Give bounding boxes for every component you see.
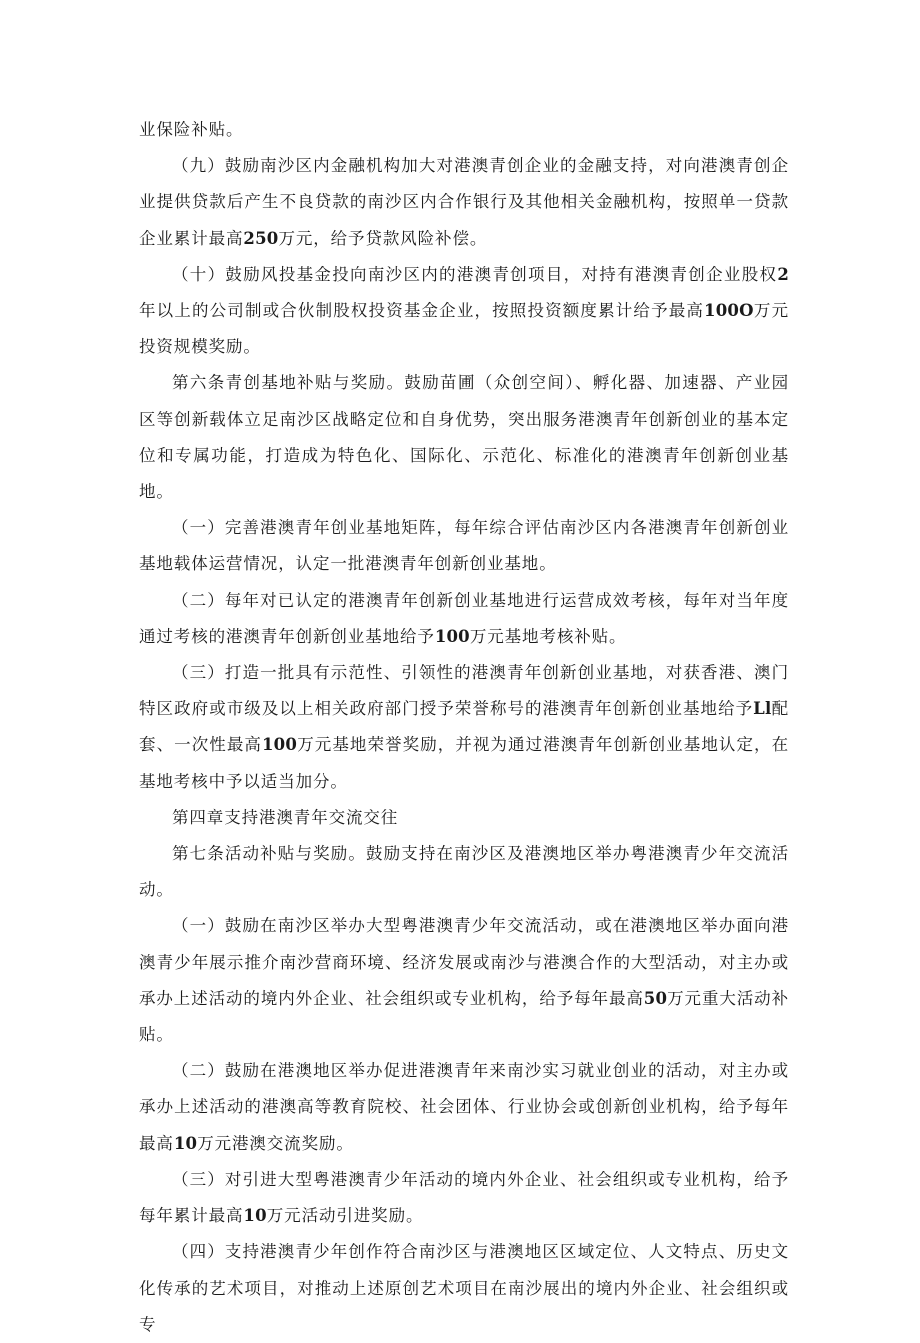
paragraph-article-7-item-4: （四）支持港澳青少年创作符合南沙区与港澳地区区域定位、人文特点、历史文化传承的艺术项目，对推动上述原创艺术项目在南沙展出的境内外企业、社会组织或专 <box>139 1242 789 1334</box>
paragraph-article-7-item-2: （二）鼓励在港澳地区举办促进港澳青年来南沙实习就业创业的活动，对主办或承办上述活动的港澳高等教育院校、社会团体、行业协会或创新创业机构，给予每年最高10万元港澳交流奖励。 <box>139 1061 789 1153</box>
paragraph-item-3: （三）打造一批具有示范性、引领性的港澳青年创新创业基地，对获香港、澳门特区政府或市级及以上相关政府部门授予荣誉称号的港澳青年创新创业基地给予Ll配套、一次性最高100万元基地荣誉奖励，并视为通过港澳青年创新创业基地认定，在基地考核中予以适当加分。 <box>139 663 790 791</box>
paragraph-article-7: 第七条活动补贴与奖励。鼓励支持在南沙区及港澳地区举办粤港澳青少年交流活动。 <box>139 844 789 900</box>
paragraph-article-6: 第六条青创基地补贴与奖励。鼓励苗圃（众创空间）、孵化器、加速器、产业园区等创新载体立足南沙区战略定位和自身优势，突出服务港澳青年创新创业的基本定位和专属功能，打造成为特色化、国际化、示范化、标准化的港澳青年创新创业基地。 <box>139 373 789 502</box>
paragraph-item-10: （十）鼓励风投基金投向南沙区内的港澳青创项目，对持有港澳青创企业股权2年以上的公司制或合伙制股权投资基金企业，按照投资额度累计给予最高100O万元投资规模奖励。 <box>139 264 789 357</box>
paragraph-article-7-item-1: （一）鼓励在南沙区举办大型粤港澳青少年交流活动，或在港澳地区举办面向港澳青少年展示推介南沙营商环境、经济发展或南沙与港澳合作的大型活动，对主办或承办上述活动的境内外企业、社会组织或专业机构，给予每年最高50万元重大活动补贴。 <box>139 916 789 1045</box>
document-page <box>139 112 789 1343</box>
chapter-4-heading: 第四章支持港澳青年交流交往 <box>172 807 399 827</box>
paragraph-continuation: 业保险补贴。 <box>139 120 244 139</box>
paragraph-article-7-item-3: （三）对引进大型粤港澳青少年活动的境内外企业、社会组织或专业机构，给予每年累计最高10万元活动引进奖励。 <box>139 1169 789 1226</box>
paragraph-item-2: （二）每年对已认定的港澳青年创新创业基地进行运营成效考核，每年对当年度通过考核的港澳青年创新创业基地给予100万元基地考核补贴。 <box>139 590 789 646</box>
paragraph-item-9: （九）鼓励南沙区内金融机构加大对港澳青创企业的金融支持，对向港澳青创企业提供贷款后产生不良贷款的南沙区内合作银行及其他相关金融机构，按照单一贷款企业累计最高250万元，给予贷款风险补偿。 <box>139 156 789 248</box>
paragraph-item-1: （一）完善港澳青年创业基地矩阵，每年综合评估南沙区内各港澳青年创新创业基地载体运营情况，认定一批港澳青年创新创业基地。 <box>139 518 789 574</box>
